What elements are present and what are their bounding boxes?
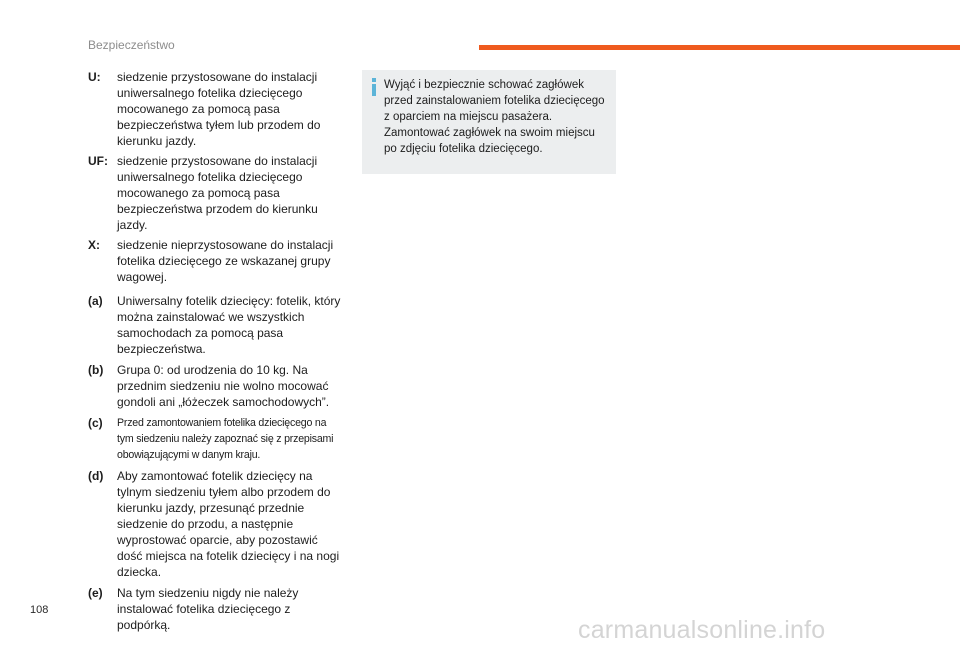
- note-text: Na tym siedzeniu nigdy nie należy instalować fotelika dziecięcego z podpórką.: [117, 586, 299, 632]
- definition-item-u: [88, 69, 344, 149]
- note-text: Aby zamontować fotelik dziecięcy na tylnym siedzeniu tyłem albo przodem do kierunku jazdy, przesunąć przednie siedzenie do przodu, a następnie wyprostować oparcie, aby pozostawić dość miejsca na fotelik dziecięcy i na nogi dziecka.: [117, 469, 340, 579]
- info-box-text: Wyjąć i bezpiecznie schować zagłówek przed zainstalowaniem fotelika dziecięcego z oparciem na miejscu pasażera. Zamontować zagłówek na swoim miejscu po zdjęciu fotelika dziecięcego.: [384, 79, 605, 155]
- note-key: (b): [88, 363, 104, 377]
- page-number: 108: [30, 604, 49, 616]
- note-key: (c): [88, 416, 103, 430]
- definition-text: siedzenie nieprzystosowane do instalacji fotelika dziecięcego ze wskazanej grupy wagowej.: [117, 238, 334, 284]
- note-text: Grupa 0: od urodzenia do 10 kg. Na przednim siedzeniu nie wolno mocować gondoli ani „łóżeczek samochodowych”.: [117, 363, 330, 409]
- note-item-b: [88, 362, 344, 410]
- note-text: Uniwersalny fotelik dziecięcy: fotelik, który można zainstalować we wszystkich samochodach za pomocą pasa bezpieczeństwa.: [117, 294, 341, 356]
- definition-item-uf: [88, 153, 344, 233]
- note-item-c: [88, 415, 344, 463]
- section-title: Bezpieczeństwo: [88, 38, 175, 52]
- definition-item-x: [88, 237, 344, 285]
- note-item-a: [88, 293, 344, 357]
- definitions-list: [88, 69, 344, 633]
- definition-text: siedzenie przystosowane do instalacji uniwersalnego fotelika dziecięcego mocowanego za pomocą pasa bezpieczeństwa przodem do kierunku jazdy.: [117, 154, 318, 232]
- note-text: Przed zamontowaniem fotelika dziecięcego na tym siedzeniu należy zapoznać się z przepisami obowiązującymi w danym kraju.: [117, 417, 334, 461]
- definition-key: UF:: [88, 154, 108, 168]
- note-key: (d): [88, 469, 104, 483]
- watermark: carmanualsonline.info: [578, 616, 826, 644]
- definition-key: U:: [88, 70, 101, 84]
- header-accent-bar: [479, 45, 960, 50]
- definition-text: siedzenie przystosowane do instalacji uniwersalnego fotelika dziecięcego mocowanego za pomocą pasa bezpieczeństwa tyłem lub przodem do kierunku jazdy.: [117, 70, 321, 148]
- note-key: (e): [88, 586, 103, 600]
- info-icon: [372, 78, 376, 96]
- note-item-e: [88, 585, 344, 633]
- note-item-d: [88, 468, 344, 580]
- definition-key: X:: [88, 238, 100, 252]
- note-key: (a): [88, 294, 103, 308]
- info-box: [362, 70, 616, 174]
